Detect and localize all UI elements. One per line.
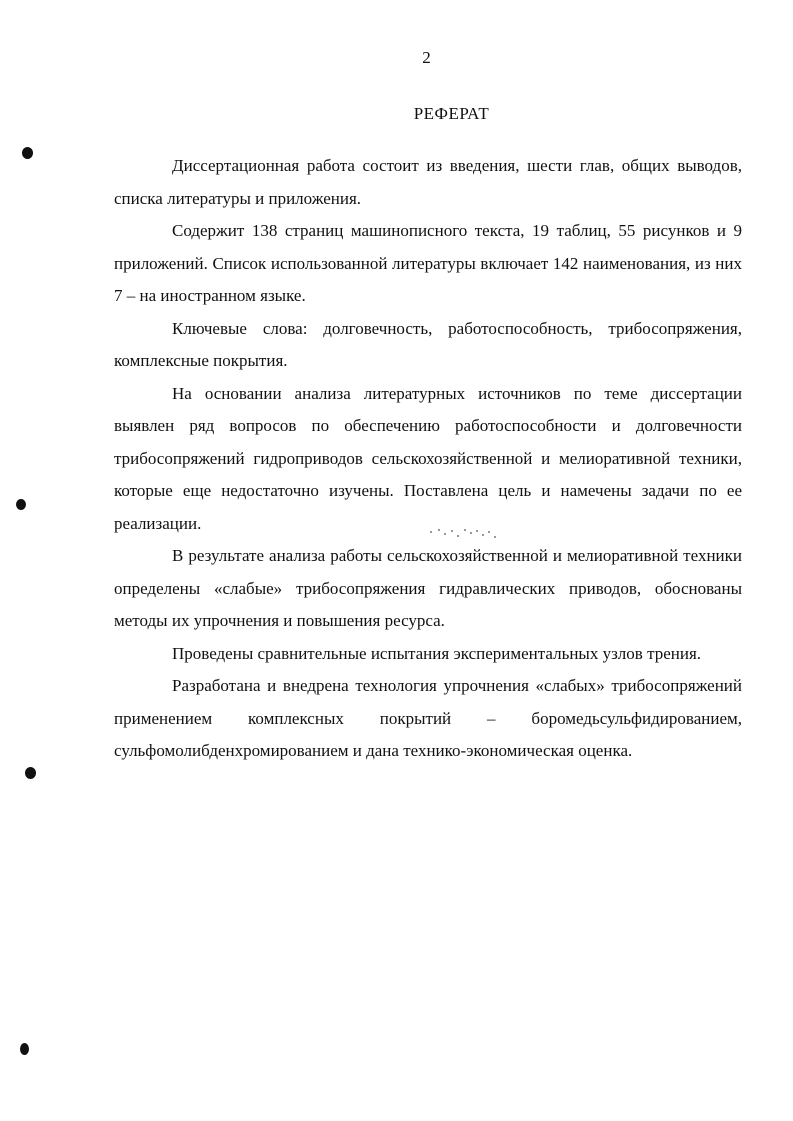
- document-title: РЕФЕРАТ: [413, 104, 490, 123]
- paragraph-keywords: Ключевые слова: долговечность, работоспособность, трибосопряжения, комплексные покрытия.: [114, 318, 742, 370]
- paragraph-analysis-results: В результате анализа работы сельскохозяйственной и мелиоративной техники определены «слабые» трибосопряжения гидравлических приводов, обоснованы методы их упрочнения и повышения ресурса.: [114, 546, 742, 630]
- paragraph-literature-analysis: На основании анализа литературных источников по теме диссертации выявлен ряд вопросов по обеспечению работоспособности и долговечности трибосопряжений гидроприводов сельскохозяйственной и мелиоративной техники, которые еще недостаточно изучены. Поставлена цель и намечены задачи по ее реализации.: [114, 383, 742, 533]
- binder-hole-mark: [25, 767, 36, 779]
- binder-hole-mark: [16, 499, 26, 510]
- paragraph-technology: Разработана и внедрена технология упрочнения «слабых» трибосопряжений применением комплексных покрытий – боромедьсульфидированием, сульфомолибденхромированием и дана технико-экономическая оценка.: [114, 676, 742, 760]
- paragraph-volume: Содержит 138 страниц машинописного текста, 19 таблиц, 55 рисунков и 9 приложений. Список использованной литературы включает 142 наименования, из них 7 – на иностранном языке.: [114, 221, 742, 305]
- binder-hole-mark: [20, 1043, 29, 1055]
- binder-hole-mark: [22, 147, 33, 159]
- page-number: 2: [422, 48, 431, 67]
- paragraph-structure: Диссертационная работа состоит из введения, шести глав, общих выводов, списка литературы и приложения.: [114, 156, 742, 208]
- abstract-body: [114, 150, 742, 768]
- scan-noise-speck: [424, 527, 504, 543]
- paragraph-tests: Проведены сравнительные испытания экспериментальных узлов трения.: [172, 643, 702, 663]
